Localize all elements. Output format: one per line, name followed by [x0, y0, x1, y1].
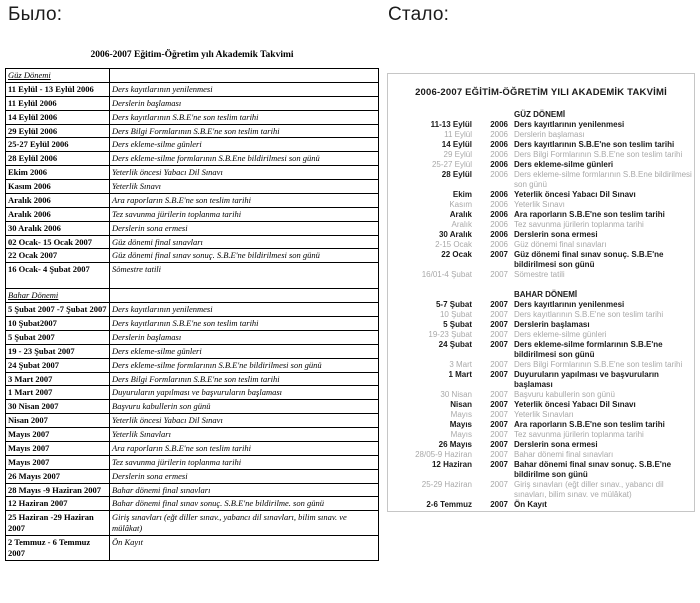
after-calendar-row: [394, 320, 688, 330]
before-event-cell: Duyuruların yapılması ve başvuruların başlaması: [110, 386, 379, 400]
after-calendar-row: [394, 170, 692, 190]
after-event-cell: Güz dönemi final sınavları: [514, 240, 607, 249]
after-event-cell: Ders ekleme-silme formlarının S.B.E'ne bildirilmesi son günü: [514, 340, 663, 359]
after-calendar-row: [394, 500, 688, 510]
after-event-cell: Ders kayıtlarının S.B.E'ne son teslim tarihi: [514, 140, 675, 149]
before-date-cell: 28 Mayıs -9 Haziran 2007: [6, 483, 110, 497]
after-event-cell: Tez savunma jürilerin toplanma tarihi: [514, 220, 644, 229]
after-year-cell: 2007: [490, 500, 508, 509]
before-date-cell: 22 Ocak 2007: [6, 249, 110, 263]
before-table-row: [6, 263, 379, 289]
after-calendar-row: [394, 300, 688, 310]
before-table-row: [6, 358, 379, 372]
after-year-cell: 2006: [490, 170, 508, 179]
before-date-cell: Aralık 2006: [6, 193, 110, 207]
season-header-year-spacer: [478, 110, 508, 120]
after-year-cell: 2007: [490, 270, 508, 279]
after-year-cell: 2007: [490, 340, 508, 349]
before-date-cell: 25 Haziran -29 Haziran 2007: [6, 511, 110, 536]
before-date-cell: 24 Şubat 2007: [6, 358, 110, 372]
before-date-cell: 10 Şubat2007: [6, 317, 110, 331]
before-event-cell: Yeterlik Sınavı: [110, 180, 379, 194]
after-calendar-row: [394, 440, 688, 450]
before-table-row: [6, 235, 379, 249]
after-year-cell: 2007: [490, 450, 508, 459]
before-table-row: [6, 400, 379, 414]
after-date-cell: 3 Mart: [449, 360, 472, 369]
after-year-cell: 2006: [490, 140, 508, 149]
before-event-cell: Giriş sınavları (eğt diller sınav., yabancı dil sınavları, bilim sınav. ve mülâkat): [110, 511, 379, 536]
before-event-cell: Ders ekleme-silme günleri: [110, 344, 379, 358]
before-table-row: [6, 96, 379, 110]
after-year-cell: 2007: [490, 320, 508, 329]
before-table-row: [6, 536, 379, 561]
after-year-cell: 2007: [490, 390, 508, 399]
season-section-row: [6, 289, 379, 303]
after-calendar-row: [394, 310, 688, 320]
after-event-cell: Sömestre tatili: [514, 270, 565, 279]
before-date-cell: 19 - 23 Şubat 2007: [6, 344, 110, 358]
before-table-row: [6, 497, 379, 511]
before-date-cell: 1 Mart 2007: [6, 386, 110, 400]
after-event-cell: Ders ekleme-silme günleri: [514, 160, 614, 169]
before-event-cell: Bahar dönemi final sınav sonuç. S.B.E'ne bildirilme. son günü: [110, 497, 379, 511]
after-year-cell: 2007: [490, 430, 508, 439]
after-date-cell: Kasım: [449, 200, 472, 209]
after-event-cell: Ders ekleme-silme formlarının S.B.Ene bildirilmesi son günü: [514, 170, 692, 189]
after-calendar-row: [394, 360, 688, 370]
before-event-cell: Tez savunma jürilerin toplanma tarihi: [110, 207, 379, 221]
after-calendar-row: [394, 410, 688, 420]
after-event-cell: Tez savunma jürilerin toplanma tarihi: [514, 430, 644, 439]
before-date-cell: 30 Aralık 2006: [6, 221, 110, 235]
after-date-cell: 25-29 Haziran: [421, 480, 472, 489]
after-year-cell: 2006: [490, 160, 508, 169]
before-table-row: [6, 207, 379, 221]
before-date-cell: 02 Ocak- 15 Ocak 2007: [6, 235, 110, 249]
after-calendar-row: [394, 220, 688, 230]
before-table-row: [6, 249, 379, 263]
after-label: Стало:: [388, 4, 450, 25]
after-event-cell: Yeterlik öncesi Yabacı Dil Sınavı: [514, 400, 636, 409]
after-date-cell: 24 Şubat: [438, 340, 472, 349]
before-date-cell: 14 Eylül 2006: [6, 110, 110, 124]
after-calendar-row: [394, 140, 688, 150]
after-calendar-row: [394, 160, 688, 170]
before-event-cell: Ders kayıtlarının S.B.E'ne son teslim tarihi: [110, 110, 379, 124]
before-table-row: [6, 344, 379, 358]
after-year-cell: 2007: [490, 250, 508, 259]
after-date-cell: 11 Eylül: [444, 130, 472, 139]
after-event-cell: Yeterlik Sınavları: [514, 410, 574, 419]
before-event-cell: Yeterlik öncesi Yabacı Dil Sınavı: [110, 414, 379, 428]
before-event-cell: Derslerin başlaması: [110, 96, 379, 110]
after-date-cell: 5 Şubat: [443, 320, 472, 329]
after-year-cell: 2007: [490, 370, 508, 379]
before-event-cell: Ders Bilgi Formlarının S.B.E'ne son teslim tarihi: [110, 124, 379, 138]
after-date-cell: 26 Mayıs: [438, 440, 472, 449]
after-date-cell: Nisan: [450, 400, 472, 409]
before-event-cell: [110, 69, 379, 83]
after-year-cell: 2007: [490, 310, 508, 319]
before-event-cell: Yeterlik öncesi Yabacı Dil Sınavı: [110, 166, 379, 180]
after-year-cell: 2007: [490, 420, 508, 429]
before-table-row: [6, 221, 379, 235]
after-year-cell: 2007: [490, 300, 508, 309]
after-calendar-row: [394, 250, 688, 270]
after-rows: [394, 110, 692, 510]
after-calendar-row: [394, 340, 688, 360]
after-event-cell: Yeterlik Sınavı: [514, 200, 565, 209]
after-event-cell: Bahar dönemi final sınav sonuç. S.B.E'ne bildirilme son günü: [514, 460, 672, 479]
season-section-row: [6, 69, 379, 83]
before-date-cell: Nisan 2007: [6, 414, 110, 428]
before-table-row: [6, 124, 379, 138]
before-date-cell: Mayıs 2007: [6, 441, 110, 455]
before-table-row: [6, 138, 379, 152]
before-event-cell: Yeterlik Sınavları: [110, 428, 379, 442]
before-academic-calendar-table: [5, 68, 379, 561]
after-event-cell: Derslerin sona ermesi: [514, 230, 598, 239]
before-table-row: [6, 180, 379, 194]
after-year-cell: 2006: [490, 190, 508, 199]
before-event-cell: Başvuru kabullerin son günü: [110, 400, 379, 414]
before-event-cell: Ders ekleme-silme günleri: [110, 138, 379, 152]
after-year-cell: 2007: [490, 400, 508, 409]
before-date-cell: Kasım 2006: [6, 180, 110, 194]
before-date-cell: 26 Mayıs 2007: [6, 469, 110, 483]
after-date-cell: 2-15 Ocak: [435, 240, 472, 249]
before-event-cell: Ders ekleme-silme formlarının S.B.E'ne bildirilmesi son günü: [110, 358, 379, 372]
after-date-cell: 10 Şubat: [439, 310, 472, 319]
after-year-cell: 2007: [490, 360, 508, 369]
after-date-cell: 12 Haziran: [431, 460, 472, 469]
after-date-cell: 11-13 Eylül: [430, 120, 472, 129]
before-date-cell: Güz Dönemi: [6, 69, 110, 83]
after-date-cell: Ekim: [452, 190, 472, 199]
season-header-label: GÜZ DÖNEMİ: [514, 110, 566, 119]
after-date-cell: 1 Mart: [448, 370, 472, 379]
after-date-cell: 14 Eylül: [441, 140, 472, 149]
after-event-cell: Duyuruların yapılması ve başvuruların başlaması: [514, 370, 659, 389]
before-event-cell: Ders Bilgi Formlarının S.B.E'ne son teslim tarihi: [110, 372, 379, 386]
before-table-row: [6, 303, 379, 317]
before-table-row: [6, 441, 379, 455]
before-date-cell: 30 Nisan 2007: [6, 400, 110, 414]
before-date-cell: Mayıs 2007: [6, 455, 110, 469]
before-version-document: [5, 50, 379, 561]
after-year-cell: 2006: [490, 210, 508, 219]
after-date-cell: 30 Nisan: [440, 390, 472, 399]
after-calendar-row: [394, 150, 688, 160]
after-calendar-row: [394, 430, 688, 440]
before-date-cell: 11 Eylül - 13 Eylül 2006: [6, 82, 110, 96]
before-date-cell: Mayıs 2007: [6, 428, 110, 442]
after-event-cell: Ön Kayıt: [514, 500, 547, 509]
before-table-row: [6, 317, 379, 331]
after-calendar-row: [394, 120, 688, 130]
before-date-cell: 29 Eylül 2006: [6, 124, 110, 138]
before-table-row: [6, 511, 379, 536]
before-table-row: [6, 483, 379, 497]
before-date-cell: 2 Temmuz - 6 Temmuz 2007: [6, 536, 110, 561]
before-date-cell: 25-27 Eylül 2006: [6, 138, 110, 152]
before-event-cell: Derslerin başlaması: [110, 330, 379, 344]
before-table-row: [6, 110, 379, 124]
after-calendar-row: [394, 240, 688, 250]
after-calendar-row: [394, 400, 688, 410]
after-year-cell: 2007: [490, 410, 508, 419]
before-event-cell: Ara raporların S.B.E'ne son teslim tarihi: [110, 193, 379, 207]
before-event-cell: Bahar dönemi final sınavları: [110, 483, 379, 497]
after-date-cell: Aralık: [449, 210, 472, 219]
after-calendar-row: [394, 210, 688, 220]
before-date-cell: Bahar Dönemi: [6, 289, 110, 303]
after-date-cell: 5-7 Şubat: [435, 300, 472, 309]
after-date-cell: Mayıs: [450, 410, 472, 419]
after-event-cell: Bahar dönemi final sınavları: [514, 450, 614, 459]
after-date-cell: Mayıs: [450, 430, 472, 439]
before-table-row: [6, 428, 379, 442]
after-event-cell: Ders ekleme-silme günleri: [514, 330, 607, 339]
before-table-row: [6, 469, 379, 483]
after-calendar-row: [394, 270, 688, 280]
before-event-cell: [110, 289, 379, 303]
before-event-cell: Tez savunma jürilerin toplanma tarihi: [110, 455, 379, 469]
before-table-row: [6, 386, 379, 400]
after-calendar-row: [394, 200, 688, 210]
after-year-cell: 2007: [490, 460, 508, 469]
season-header-date-spacer: [396, 110, 472, 120]
before-event-cell: Derslerin sona ermesi: [110, 469, 379, 483]
season-header-year-spacer: [478, 290, 508, 300]
after-date-cell: 28/05-9 Haziran: [415, 450, 472, 459]
before-event-cell: Ara raporların S.B.E'ne son teslim tarihi: [110, 441, 379, 455]
after-event-cell: Ara raporların S.B.E'ne son teslim tarihi: [514, 210, 665, 219]
before-document-title: 2006-2007 Eğitim-Öğretim yılı Akademik Takvimi: [90, 50, 294, 60]
before-label: Было:: [8, 4, 63, 25]
after-date-cell: 30 Aralık: [438, 230, 472, 239]
before-date-cell: 16 Ocak- 4 Şubat 2007: [6, 263, 110, 289]
after-event-cell: Ders kayıtlarının yenilenmesi: [514, 120, 625, 129]
before-table-row: [6, 193, 379, 207]
after-year-cell: 2006: [490, 200, 508, 209]
before-table-row: [6, 372, 379, 386]
before-table-row: [6, 152, 379, 166]
after-event-cell: Ders kayıtlarının S.B.E'ne son teslim tarihi: [514, 310, 664, 319]
after-year-cell: 2006: [490, 230, 508, 239]
season-header-row: [394, 110, 688, 120]
after-event-cell: Yeterlik öncesi Yabacı Dil Sınavı: [514, 190, 636, 199]
after-date-cell: 2-6 Temmuz: [426, 500, 472, 509]
after-calendar-row: [394, 390, 688, 400]
after-event-cell: Derslerin başlaması: [514, 320, 590, 329]
after-year-cell: 2006: [490, 240, 508, 249]
after-calendar-row: [394, 190, 688, 200]
before-event-cell: Güz dönemi final sınav sonuç. S.B.E'ne bildirilmesi son günü: [110, 249, 379, 263]
season-header-label: BAHAR DÖNEMİ: [514, 290, 578, 299]
after-calendar-row: [394, 130, 688, 140]
after-event-cell: Ders Bilgi Formlarının S.B.E'ne son teslim tarihi: [514, 360, 683, 369]
season-header-row: [394, 290, 688, 300]
before-event-cell: Ders kayıtlarının S.B.E'ne son teslim tarihi: [110, 317, 379, 331]
after-year-cell: 2007: [490, 440, 508, 449]
after-event-cell: Ders kayıtlarının yenilenmesi: [514, 300, 625, 309]
before-date-cell: 5 Şubat 2007: [6, 330, 110, 344]
before-table-body: [6, 69, 379, 561]
after-event-cell: Derslerin sona ermesi: [514, 440, 598, 449]
after-date-cell: 22 Ocak: [441, 250, 472, 259]
before-event-cell: Ders kayıtlarının yenilenmesi: [110, 303, 379, 317]
after-event-cell: Güz dönemi final sınav sonuç. S.B.E'ne bildirilmesi son günü: [514, 250, 664, 269]
after-year-cell: 2007: [490, 330, 508, 339]
after-date-cell: 19-23 Şubat: [428, 330, 472, 339]
before-table-row: [6, 330, 379, 344]
after-year-cell: 2006: [490, 130, 508, 139]
after-event-cell: Başvuru kabullerin son günü: [514, 390, 615, 399]
after-calendar-row: [394, 420, 688, 430]
after-year-cell: 2006: [490, 150, 508, 159]
before-event-cell: Derslerin sona ermesi: [110, 221, 379, 235]
after-event-cell: Ders Bilgi Formlarının S.B.E'ne son teslim tarihi: [514, 150, 683, 159]
season-header-date-spacer: [396, 290, 472, 300]
after-date-cell: Aralık: [451, 220, 472, 229]
before-date-cell: 5 Şubat 2007 -7 Şubat 2007: [6, 303, 110, 317]
after-calendar-row: [394, 370, 688, 390]
after-calendar-row: [394, 330, 688, 340]
before-event-cell: Güz dönemi final sınavları: [110, 235, 379, 249]
after-date-cell: 25-27 Eylül: [431, 160, 472, 169]
after-date-cell: 28 Eylül: [441, 170, 472, 179]
after-year-cell: 2006: [490, 120, 508, 129]
before-date-cell: Ekim 2006: [6, 166, 110, 180]
before-table-row: [6, 414, 379, 428]
before-table-row: [6, 166, 379, 180]
after-calendar-row: [394, 460, 688, 480]
after-calendar-row: [394, 230, 688, 240]
before-date-cell: 12 Haziran 2007: [6, 497, 110, 511]
after-date-cell: Mayıs: [449, 420, 472, 429]
after-date-cell: 16/01-4 Şubat: [421, 270, 472, 279]
after-year-cell: 2006: [490, 220, 508, 229]
after-calendar-row: [394, 480, 688, 500]
after-document-title: 2006-2007 EĞİTİM-ÖĞRETİM YILI AKADEMİK TAKVİMİ: [415, 87, 667, 98]
after-date-cell: 29 Eylül: [443, 150, 472, 159]
before-event-cell: Ön Kayıt: [110, 536, 379, 561]
after-event-cell: Giriş sınavları (eğt diller sınav., yabancı dil sınavları, bilim sınav. ve mülâkat): [514, 480, 664, 499]
before-date-cell: 28 Eylül 2006: [6, 152, 110, 166]
after-version-document: [387, 73, 695, 512]
before-event-cell: Sömestre tatili: [110, 263, 379, 289]
after-event-cell: Ara raporların S.B.E'ne son teslim tarihi: [514, 420, 665, 429]
before-event-cell: Ders kayıtlarının yenilenmesi: [110, 82, 379, 96]
before-date-cell: 3 Mart 2007: [6, 372, 110, 386]
before-table-row: [6, 82, 379, 96]
after-calendar-row: [394, 450, 688, 460]
before-date-cell: Aralık 2006: [6, 207, 110, 221]
before-event-cell: Ders ekleme-silme formlarının S.B.Ene bildirilmesi son günü: [110, 152, 379, 166]
before-table-row: [6, 455, 379, 469]
after-year-cell: 2007: [490, 480, 508, 489]
before-date-cell: 11 Eylül 2006: [6, 96, 110, 110]
after-event-cell: Derslerin başlaması: [514, 130, 585, 139]
